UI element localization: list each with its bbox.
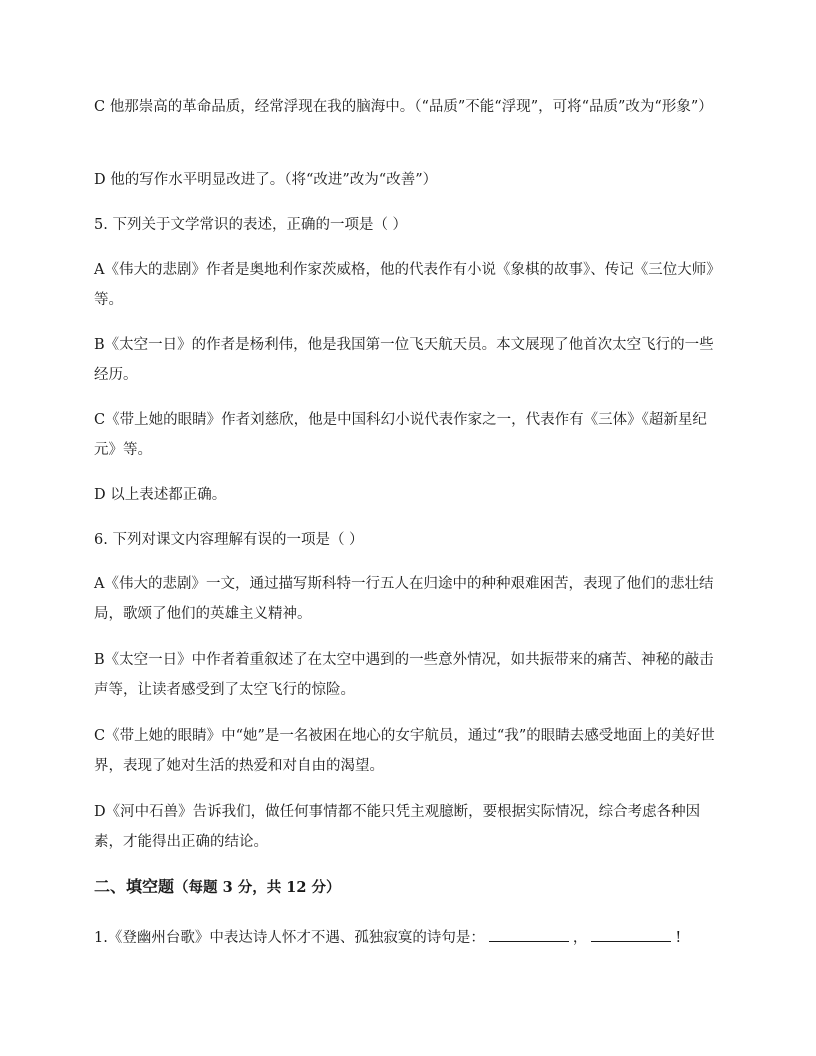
answer-blank-1[interactable] bbox=[489, 925, 569, 942]
q6-option-d: D《河中石兽》告诉我们，做任何事情都不能只凭主观臆断，要根据实际情况，综合考虑各种因素，才能得出正确的结论。 bbox=[94, 804, 701, 850]
q6-option-b: B《太空一日》中作者着重叙述了在太空中遇到的一些意外情况，如共振带来的痛苦、神秘的敲击声等，让读者感受到了太空飞行的惊险。 bbox=[94, 652, 714, 698]
section-note: （每题 3 分，共 12 分） bbox=[174, 879, 341, 896]
q6-option-c: C《带上她的眼睛》中“她”是一名被困在地心的女宇航员，通过“我”的眼睛去感受地面上的美好世界，表现了她对生活的热爱和对自由的渴望。 bbox=[94, 728, 715, 774]
fill-question-1 bbox=[94, 923, 724, 953]
q5-option-d: D 以上表述都正确。 bbox=[94, 487, 227, 503]
question-6: 6. 下列对课文内容理解有误的一项是（ ） bbox=[94, 532, 364, 548]
fill-question-1-text: 1.《登幽州台歌》中表达诗人怀才不遇、孤独寂寞的诗句是： bbox=[94, 930, 485, 946]
question-5: 5. 下列关于文学常识的表述，正确的一项是（ ） bbox=[94, 217, 408, 233]
q4-option-d: D 他的写作水平明显改进了。（将“改进”改为“改善”） bbox=[94, 172, 438, 188]
q5-option-b: B《太空一日》的作者是杨利伟，他是我国第一位飞天航天员。本文展现了他首次太空飞行的一些经历。 bbox=[94, 337, 714, 383]
section-title: 二、填空题 bbox=[94, 877, 175, 896]
answer-blank-2[interactable] bbox=[591, 925, 671, 942]
q5-option-a: A《伟大的悲剧》作者是奥地利作家茨威格，他的代表作有小说《象棋的故事》、传记《三位大师》等。 bbox=[94, 262, 721, 308]
section-heading bbox=[94, 872, 724, 903]
q4-option-c: C 他那崇高的革命品质，经常浮现在我的脑海中。（“品质”不能“浮现”，可将“品质”改为“形象”） bbox=[94, 99, 713, 115]
blank-separator: ， bbox=[572, 930, 588, 946]
q6-option-a: A《伟大的悲剧》一文，通过描写斯科特一行五人在归途中的种种艰难困苦，表现了他们的悲壮结局，歌颂了他们的英雄主义精神。 bbox=[94, 576, 714, 622]
fill-question-1-suffix: ! bbox=[675, 930, 682, 946]
q5-option-c: C《带上她的眼睛》作者刘慈欣，他是中国科幻小说代表作家之一，代表作有《三体》《超新星纪元》等。 bbox=[94, 412, 707, 458]
